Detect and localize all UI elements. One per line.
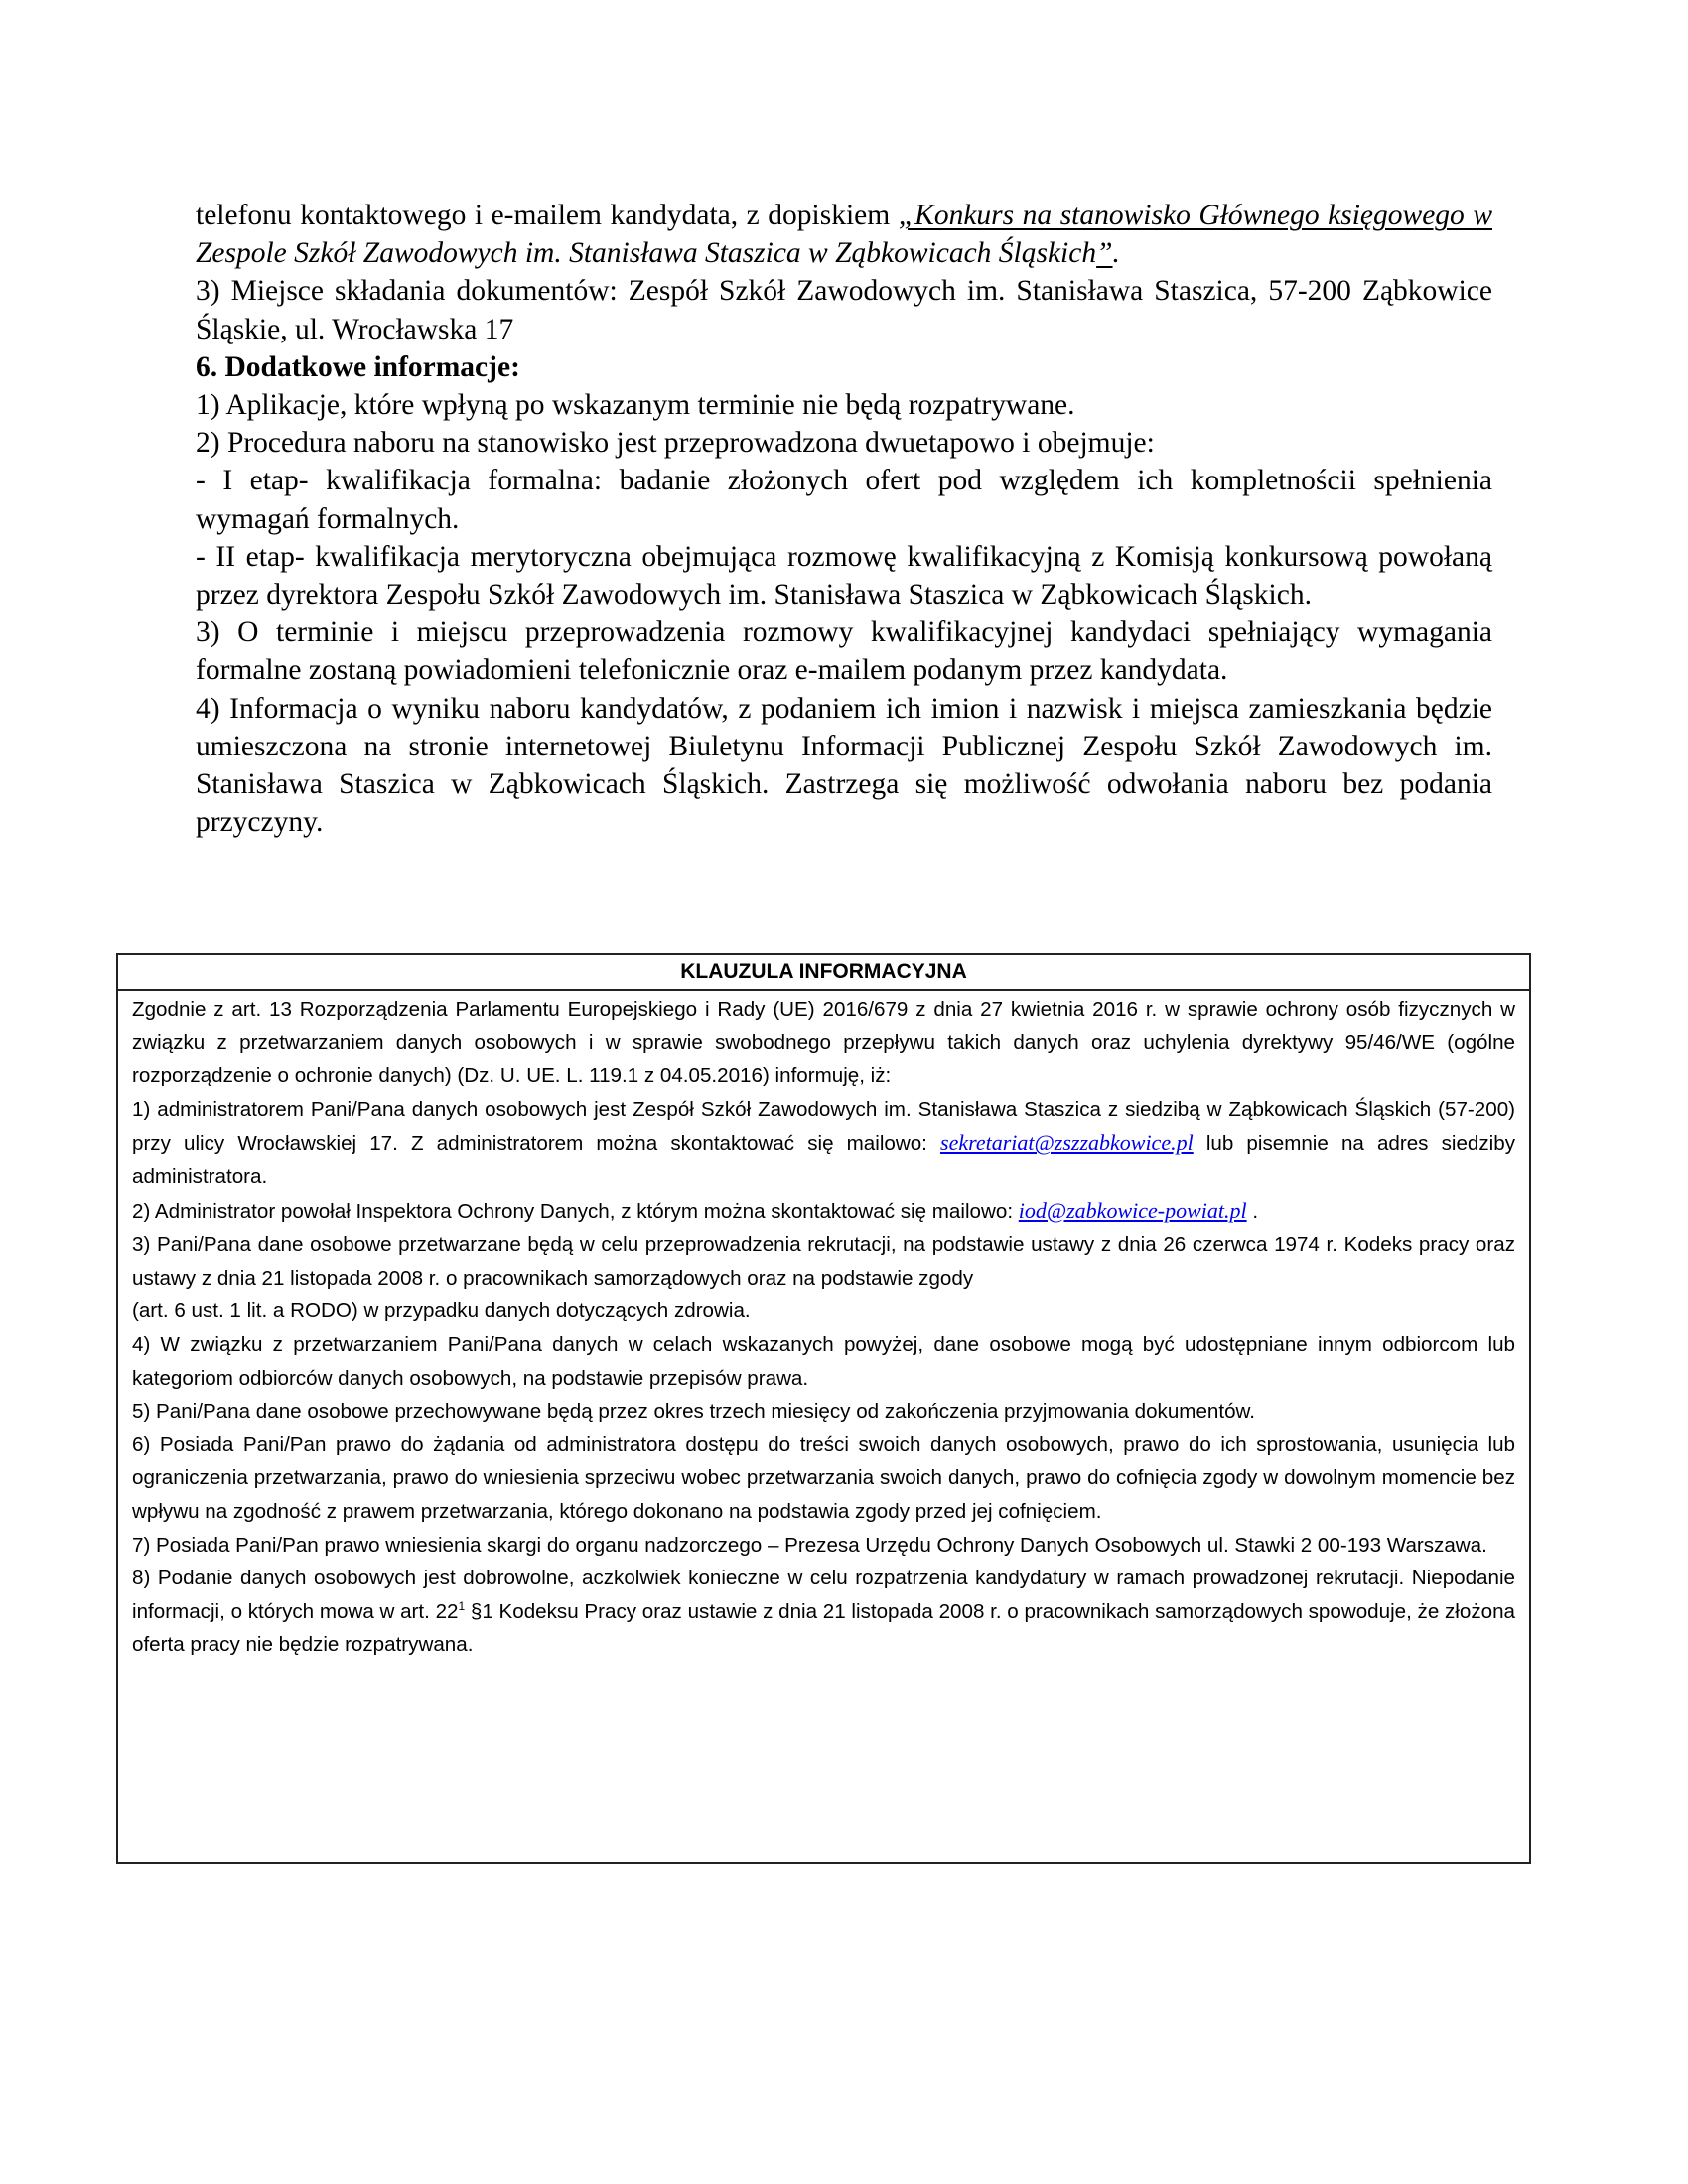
clause-item-5: 5) Pani/Pana dane osobowe przechowywane będą przez okres trzech miesięcy od zakończenia przyjmowania dokumentów.: [132, 1400, 1255, 1424]
application-note-paragraph: telefonu kontaktowego i e-mailem kandydata, z dopiskiem „Konkurs na stanowisko Głównego księgowego w Zespole Szkół Zawodowych im. Stanisława Staszica w Ząbkowicach Śląskich”.: [196, 200, 1492, 270]
clause-item-7: 7) Posiada Pani/Pan prawo wniesienia skargi do organu nadzorczego – Prezesa Urzędu Ochrony Danych Osobowych ul. Stawki 2 00-193 Warszawa.: [132, 1533, 1487, 1557]
clause-item-8: 8) Podanie danych osobowych jest dobrowolne, aczkolwiek konieczne w celu rozpatrzenia kandydatury w ramach prowadzonej rekrutacji. Niepodanie informacji, o których mowa w art. $22^1$ §1 Kodeksu Pracy oraz ustawie z dnia 21 listopada 2008 r. o pracownikach samorządowych spowoduje, że złożona oferta pracy nie będzie rozpatrywana.: [132, 1567, 1515, 1657]
section-heading-additional-info: 6. Dodatkowe informacje:: [196, 350, 520, 383]
clause-title: KLAUZULA INFORMACYJNA: [118, 955, 1529, 991]
envelope-annotation-rest: Zespole Szkół Zawodowych im. Stanisława Staszica w Ząbkowicach Śląskich: [196, 237, 1097, 270]
information-clause-box: [116, 953, 1531, 1864]
info-item: - I etap- kwalifikacja formalna: badanie złożonych ofert pod względem ich kompletnościi spełnienia wymagań formalnych.: [196, 465, 1492, 535]
info-item: - II etap- kwalifikacja merytoryczna obejmująca rozmowę kwalifikacyjną z Komisją konkursową powołaną przez dyrektora Zespołu Szkół Zawodowych im. Stanisława Staszica w Ząbkowicach Śląskich.: [196, 540, 1492, 612]
clause-item-1: 1) administratorem Pani/Pana danych osobowych jest Zespół Szkół Zawodowych im. Stanisława Staszica z siedzibą w Ząbkowicach Śląskich (57-200) przy ulicy Wrocławskiej 17. Z administratorem można skontaktować się mailowo: sekretariat@zszzabkowice.pl lub pisemnie na adres siedziby administratora.: [132, 1097, 1515, 1188]
envelope-annotation-underlined: „Konkurs na stanowisko Głównego księgowego w: [898, 200, 1492, 231]
announcement-body: [196, 197, 1492, 841]
data-protection-officer-email-link[interactable]: iod@zabkowice-powiat.pl: [1018, 1197, 1247, 1223]
clause-item-3: 3) Pani/Pana dane osobowe przetwarzane będą w celu przeprowadzenia rekrutacji, na podstawie ustawy z dnia 26 czerwca 1974 r. Kodeks pracy oraz ustawy z dnia 21 listopada 2008 r. o pracownikach samorządowych oraz na podstawie zgody: [132, 1233, 1515, 1290]
envelope-annotation-close-quote: ”: [1096, 237, 1113, 270]
clause-item-6: 6) Posiada Pani/Pan prawo do żądania od administratora dostępu do treści swoich danych osobowych, prawo do ich sprostowania, usunięcia lub ograniczenia przetwarzania, prawo do wniesienia sprzeciwu wobec przetwarzania swoich danych, prawo do cofnięcia zgody w dowolnym momencie bez wpływu na zgodność z prawem przetwarzania, którego dokonano na podstawia zgody przed jej cofnięciem.: [132, 1433, 1515, 1523]
clause-item-4: 4) W związku z przetwarzaniem Pani/Pana danych w celach wskazanych powyżej, dane osobowe mogą być udostępniane innym odbiorcom lub kategoriom odbiorców danych osobowych, na podstawie przepisów prawa.: [132, 1332, 1515, 1390]
clause-item-3-continued: (art. 6 ust. 1 lit. a RODO) w przypadku danych dotyczących zdrowia.: [132, 1299, 751, 1323]
info-item: 4) Informacja o wyniku naboru kandydatów, z podaniem ich imion i nazwisk i miejsca zamieszkania będzie umieszczona na stronie internetowej Biuletynu Informacji Publicznej Zespołu Szkół Zawodowych im. Stanisława Staszica w Ząbkowicach Śląskich. Zastrzega się możliwość odwołania naboru bez podania przyczyny.: [196, 692, 1492, 839]
submission-place-paragraph: 3) Miejsce składania dokumentów: Zespół Szkół Zawodowych im. Stanisława Staszica, 57-200 Ząbkowice Śląskie, ul. Wrocławska 17: [196, 275, 1492, 345]
clause-item-2: 2) Administrator powołał Inspektora Ochrony Danych, z którym można skontaktować się mailowo: iod@zabkowice-powiat.pl .: [132, 1197, 1259, 1223]
clause-intro: Zgodnie z art. 13 Rozporządzenia Parlamentu Europejskiego i Rady (UE) 2016/679 z dnia 27 kwietnia 2016 r. w sprawie ochrony osób fizycznych w związku z przetwarzaniem danych osobowych i w sprawie swobodnego przepływu takich danych oraz uchylenia dyrektywy 95/46/WE (ogólne rozporządzenie o ochronie danych) (Dz. U. UE. L. 119.1 z 04.05.2016) informuję, iż:: [132, 998, 1515, 1088]
administrator-email-link[interactable]: sekretariat@zszzabkowice.pl: [940, 1130, 1194, 1156]
clause-body: [118, 991, 1529, 1662]
info-item: 1) Aplikacje, które wpłyną po wskazanym terminie nie będą rozpatrywane.: [196, 389, 1075, 422]
info-item: 2) Procedura naboru na stanowisko jest przeprowadzona dwuetapowo i obejmuje:: [196, 427, 1155, 460]
article-superscript: 1: [458, 1598, 466, 1613]
info-item: 3) O terminie i miejscu przeprowadzenia rozmowy kwalifikacyjnej kandydaci spełniający wymagania formalne zostaną powiadomieni telefonicznie oraz e-mailem podanym przez kandydata.: [196, 616, 1492, 687]
